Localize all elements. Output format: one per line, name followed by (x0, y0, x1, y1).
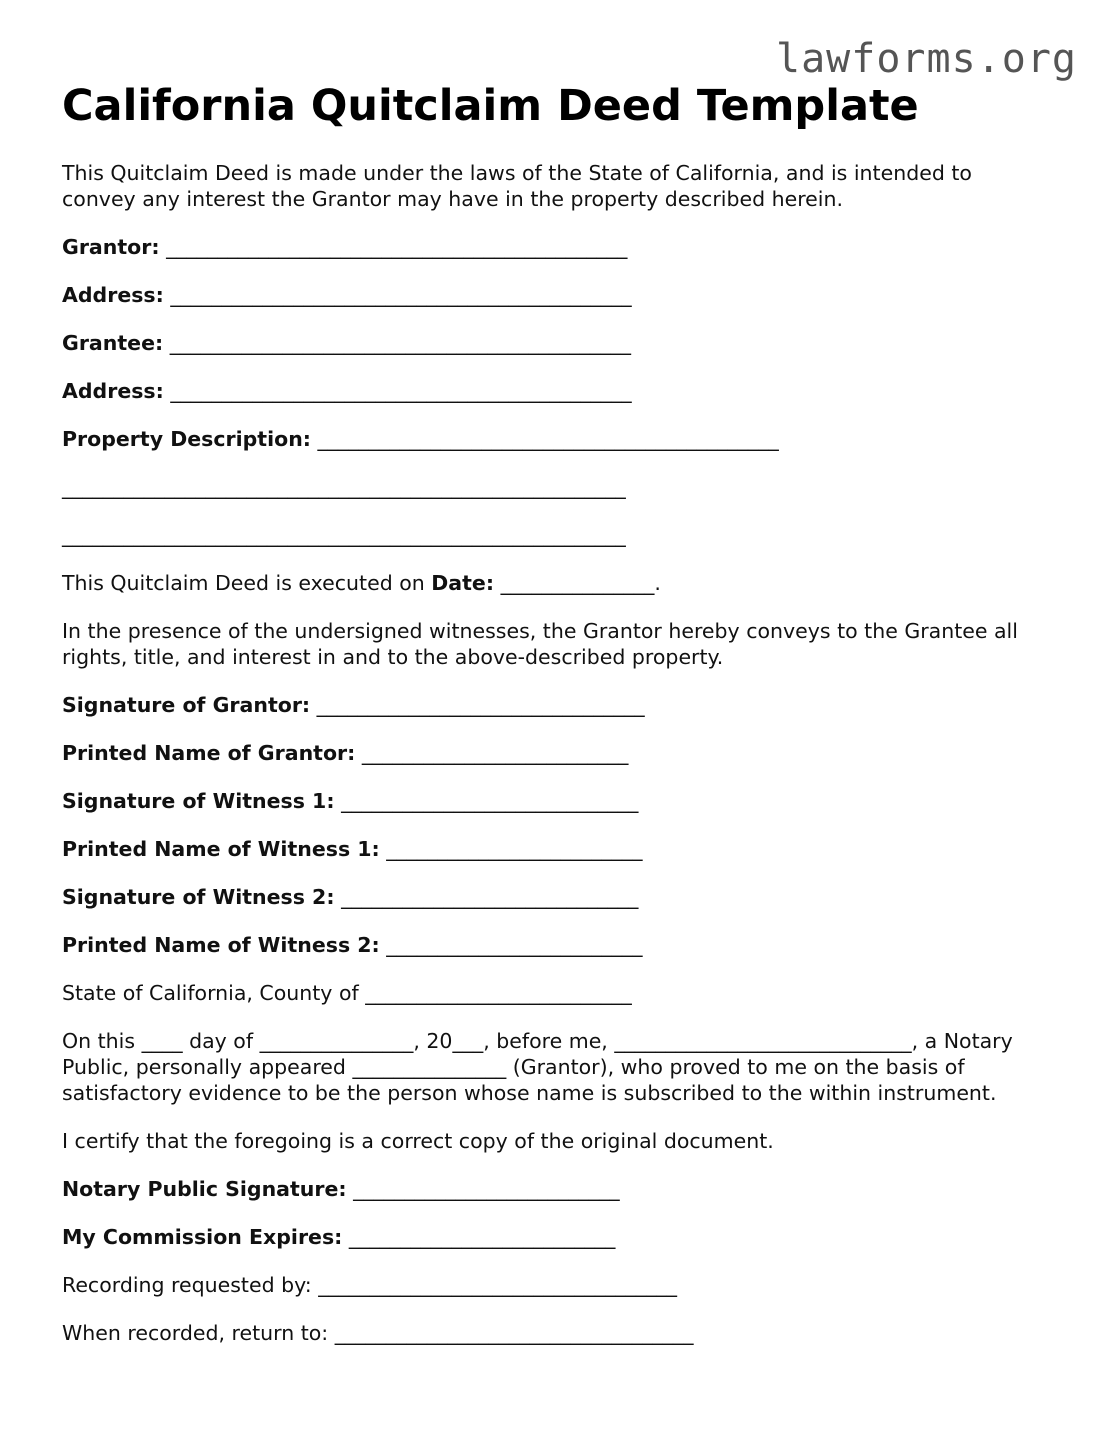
witness2-printed-name-label: Printed Name of Witness 2: (62, 933, 380, 957)
property-description-blank[interactable]: _____________________________________________ (317, 427, 779, 451)
grantor-signature-label: Signature of Grantor: (62, 693, 311, 717)
property-description-line-3[interactable]: _______________________________________________________ (62, 523, 626, 547)
intro-paragraph: This Quitclaim Deed is made under the laws of the State of California, and is intended to convey any interest the Grantor may have in the property described herein. (62, 161, 972, 211)
date-label: Date: (431, 571, 495, 595)
grantor-address-field[interactable] (62, 282, 1052, 308)
grantee-field[interactable] (62, 330, 1052, 356)
grantor-printed-name-field[interactable] (62, 740, 1052, 766)
witness2-printed-name-field[interactable] (62, 932, 1052, 958)
commission-expires-field[interactable] (62, 1224, 1052, 1250)
grantor-printed-name-blank[interactable]: __________________________ (361, 741, 629, 765)
witness1-printed-name-blank[interactable]: _________________________ (386, 837, 643, 861)
grantor-address-label: Address: (62, 283, 164, 307)
executed-prefix: This Quitclaim Deed is executed on (62, 571, 432, 595)
date-blank[interactable]: _______________. (494, 571, 661, 595)
property-description-label: Property Description: (62, 427, 311, 451)
grantee-blank[interactable]: _____________________________________________ (169, 331, 631, 355)
property-description-line-2[interactable]: _______________________________________________________ (62, 475, 626, 499)
witness2-signature-field[interactable] (62, 884, 1052, 910)
grantor-printed-name-label: Printed Name of Grantor: (62, 741, 356, 765)
property-description-field[interactable] (62, 426, 1052, 452)
witness1-signature-blank[interactable]: _____________________________ (341, 789, 639, 813)
grantee-address-blank[interactable]: _____________________________________________ (170, 379, 632, 403)
county-line[interactable]: State of California, County of __________________________ (62, 981, 632, 1005)
notary-signature-label: Notary Public Signature: (62, 1177, 347, 1201)
notary-signature-field[interactable] (62, 1176, 1052, 1202)
witness1-signature-label: Signature of Witness 1: (62, 789, 335, 813)
watermark-logo: lawforms.org (776, 36, 1077, 82)
grantor-address-blank[interactable]: _____________________________________________ (170, 283, 632, 307)
witness2-signature-label: Signature of Witness 2: (62, 885, 335, 909)
grantor-signature-field[interactable] (62, 692, 1052, 718)
notary-signature-blank[interactable]: __________________________ (353, 1177, 620, 1201)
grantor-label: Grantor: (62, 235, 160, 259)
conveyance-paragraph: In the presence of the undersigned witnesses, the Grantor hereby conveys to the Grantee all rights, title, and interest in and to the above-described property. (62, 619, 1018, 669)
witness1-signature-field[interactable] (62, 788, 1052, 814)
return-to-line[interactable]: When recorded, return to: ___________________________________ (62, 1321, 694, 1345)
grantor-signature-blank[interactable]: ________________________________ (316, 693, 645, 717)
witness2-printed-name-blank[interactable]: _________________________ (386, 933, 643, 957)
page-title: California Quitclaim Deed Template (62, 81, 919, 131)
executed-date-line[interactable] (62, 570, 1052, 596)
witness1-printed-name-field[interactable] (62, 836, 1052, 862)
grantee-address-field[interactable] (62, 378, 1052, 404)
notary-acknowledgment-paragraph: On this ____ day of _______________, 20___, before me, _____________________________, a Notary Public, personally appeared _______________ (Grantor), who proved to me on the basis of satisfactory evidence to be the person whose name is subscribed to the within instrument. (62, 1029, 1013, 1105)
document-page (62, 80, 1052, 1346)
grantor-field[interactable] (62, 234, 1052, 260)
certify-statement: I certify that the foregoing is a correct copy of the original document. (62, 1129, 774, 1153)
witness1-printed-name-label: Printed Name of Witness 1: (62, 837, 380, 861)
witness2-signature-blank[interactable]: _____________________________ (341, 885, 639, 909)
recording-requested-line[interactable]: Recording requested by: ___________________________________ (62, 1273, 677, 1297)
commission-expires-label: My Commission Expires: (62, 1225, 343, 1249)
commission-expires-blank[interactable]: __________________________ (348, 1225, 616, 1249)
grantee-address-label: Address: (62, 379, 164, 403)
grantee-label: Grantee: (62, 331, 164, 355)
grantor-blank[interactable]: _____________________________________________ (166, 235, 628, 259)
